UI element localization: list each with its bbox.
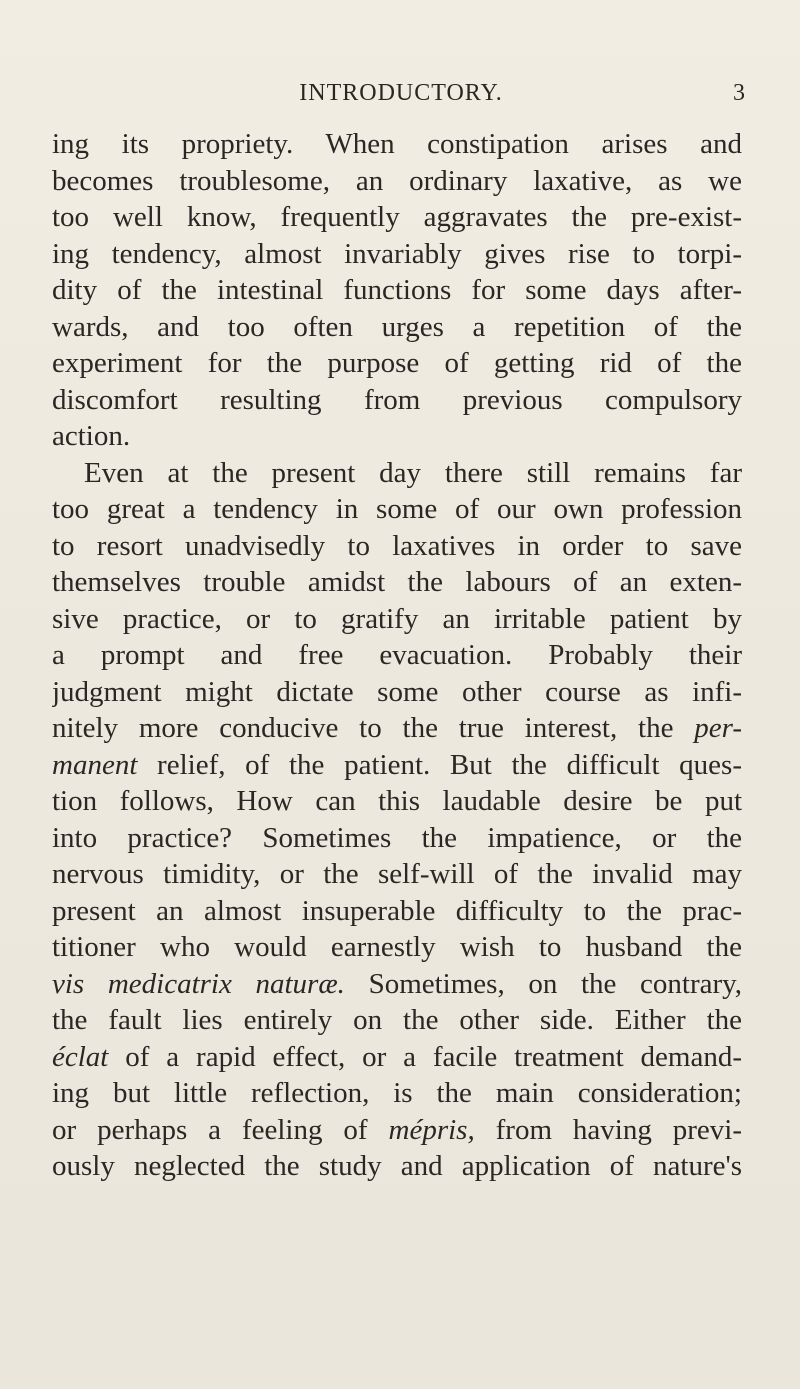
text-line: ously neglected the study and application of nature's <box>52 1150 742 1182</box>
line-segment: from having previ- <box>474 1113 742 1146</box>
line-segment: or perhaps a feeling of <box>52 1113 368 1146</box>
text-line: action. <box>52 420 131 452</box>
italic-term: éclat <box>52 1040 109 1073</box>
italic-term: manent <box>52 748 138 781</box>
text-line: nervous timidity, or the self-will of the invalid may <box>52 858 742 890</box>
text-line <box>52 1112 742 1149</box>
page-number: 3 <box>733 80 746 106</box>
line-segment: Sometimes, on the contrary, <box>344 967 742 1000</box>
text-line: experiment for the purpose of getting rid of the <box>52 347 742 379</box>
text-line: sive practice, or to gratify an irritable patient by <box>52 602 742 635</box>
running-head <box>56 80 746 116</box>
text-line: ing tendency, almost invariably gives rise to torpi- <box>52 237 742 270</box>
line-segment: of a rapid effect, or a facile treatment demand- <box>108 1040 742 1073</box>
text-line: into practice? Sometimes the impatience, or the <box>52 821 742 854</box>
text-line <box>52 747 742 784</box>
line-segment: relief, of the patient. But the difficult ques- <box>137 748 742 781</box>
italic-term: per- <box>694 712 742 744</box>
text-line <box>52 710 742 747</box>
text-line: a prompt and free evacuation. Probably their <box>52 639 742 671</box>
text-line <box>52 966 742 1003</box>
line-segment: nitely more conducive to the true interest, the <box>52 712 674 744</box>
text-line: wards, and too often urges a repetition of the <box>52 310 742 343</box>
text-line: dity of the intestinal functions for some days after- <box>52 274 742 306</box>
running-title: INTRODUCTORY. <box>299 80 503 106</box>
text-line: becomes troublesome, an ordinary laxative, as we <box>52 164 742 197</box>
italic-term: mépris, <box>388 1113 475 1146</box>
text-line: themselves trouble amidst the labours of an exten- <box>52 566 742 598</box>
text-line: the fault lies entirely on the other side. Either the <box>52 1004 742 1036</box>
text-line: ing its propriety. When constipation arises and <box>52 128 742 160</box>
text-line: discomfort resulting from previous compulsory <box>52 383 742 416</box>
text-line: too great a tendency in some of our own profession <box>52 493 742 525</box>
text-line: judgment might dictate some other course as infi- <box>52 675 742 708</box>
text-line: present an almost insuperable difficulty to the prac- <box>52 894 742 927</box>
text-line: to resort unadvisedly to laxatives in order to save <box>52 529 742 562</box>
text-line <box>52 1039 742 1076</box>
text-line: titioner who would earnestly wish to husband the <box>52 931 742 963</box>
text-line: Even at the present day there still remains far <box>84 456 742 489</box>
text-line: ing but little reflection, is the main consideration; <box>52 1077 742 1109</box>
text-line: too well know, frequently aggravates the pre-exist- <box>52 201 742 233</box>
text-line: tion follows, How can this laudable desire be put <box>52 785 742 817</box>
italic-term: vis medicatrix naturæ. <box>52 967 345 1000</box>
body-text <box>52 126 742 1185</box>
